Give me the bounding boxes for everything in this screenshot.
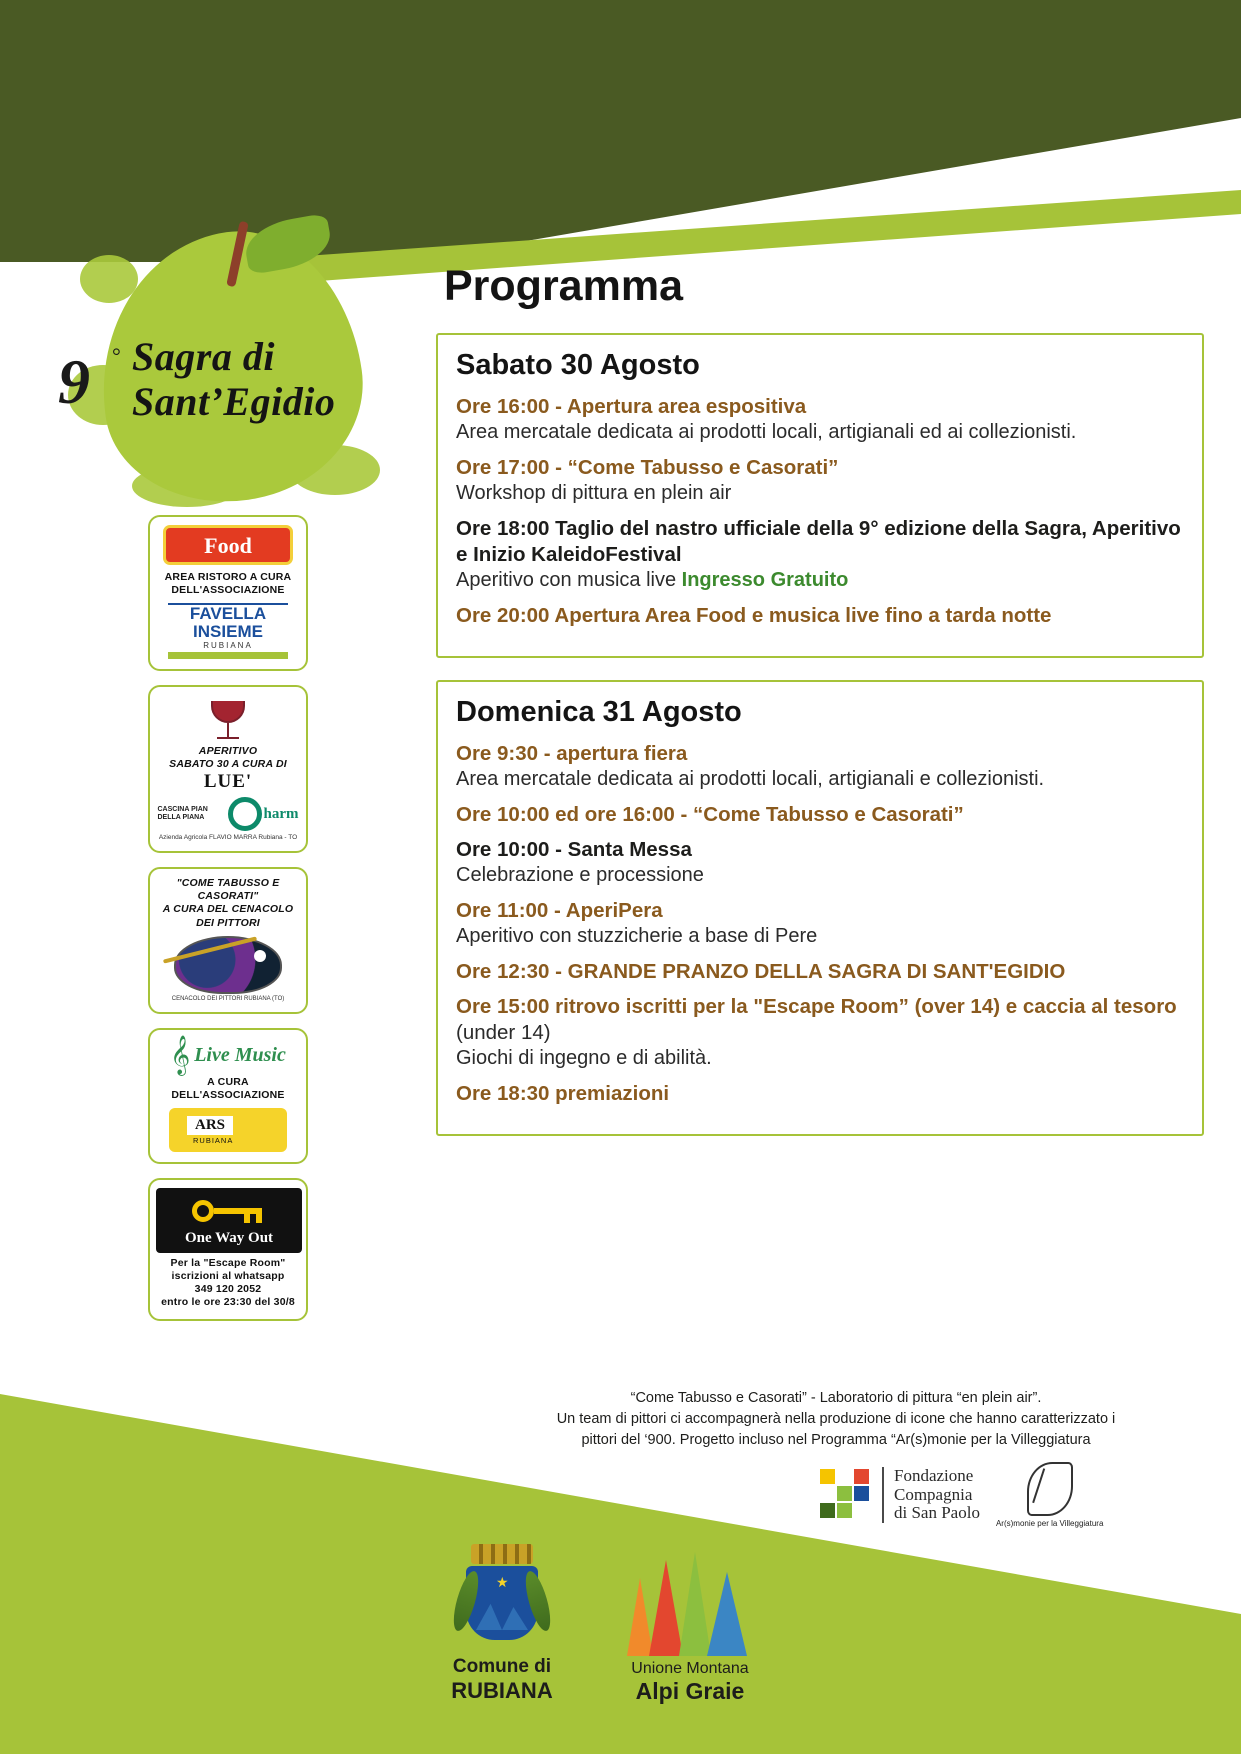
footnote (466, 1388, 1206, 1451)
pear-leaf-icon (241, 213, 334, 275)
schedule-item-time-title: Ore 10:00 ed ore 16:00 - “Come Tabusso e Casorati” (456, 802, 964, 826)
favella-line3: RUBIANA (203, 640, 253, 650)
fondazione-squares-icon (820, 1469, 872, 1521)
sponsor-caption-line2: DELL'ASSOCIAZIONE (171, 584, 285, 597)
mountain-icon (476, 1598, 528, 1630)
escape-room-line2: iscrizioni al whatsapp (171, 1270, 285, 1283)
sponsor-caption-line4: DEI PITTORI (196, 916, 260, 929)
schedule-item-highlight: Ingresso Gratuito (681, 569, 849, 592)
sagra-logo-text (132, 335, 335, 425)
sponsor-caption (156, 877, 300, 930)
ars-logo-sub: RUBIANA (193, 1135, 234, 1145)
comune-coat-of-arms-icon (459, 1544, 545, 1652)
sagra-logo-line2: Sant’Egidio (132, 378, 336, 424)
unione-line1: Unione Montana (631, 1660, 749, 1677)
live-music-logo (156, 1034, 300, 1075)
food-badge: Food (163, 525, 293, 565)
partner-comune-di-rubiana (432, 1544, 572, 1704)
schedule-item-body-wrap (456, 568, 1184, 594)
crown-icon (471, 1544, 533, 1564)
wine-glass-icon (201, 697, 255, 743)
footnote-line1: “Come Tabusso e Casorati” - Laboratorio di pittura “en plein air”. (630, 1390, 1042, 1406)
schedule-item-time-title: Ore 15:00 ritrovo iscritti per la "Escape Room” (over 14) e caccia al tesoro (456, 994, 1177, 1018)
fondazione-line3: di San Paolo (894, 1503, 980, 1523)
cenacolo-logo-caption: CENACOLO DEI PITTORI RUBIANA (TO) (171, 995, 285, 1002)
favella-color-band (168, 652, 288, 659)
schedule-item-time-title-wrap (456, 994, 1184, 1046)
schedule-item (456, 898, 1184, 950)
schedule-item-time-title: Ore 17:00 - “Come Tabusso e Casorati” (456, 455, 839, 479)
escape-room-deadline: entro le ore 23:30 del 30/8 (161, 1296, 295, 1309)
schedule-item (456, 603, 1184, 629)
one-way-out-logo-text: One Way Out (184, 1229, 274, 1246)
mountain-peaks-icon (625, 1548, 755, 1656)
sponsor-box-come-tabusso (148, 867, 308, 1014)
sponsor-caption-line1: A CURA DELL'ASSOCIAZIONE (171, 1075, 285, 1101)
schedule-item-time-title: Ore 18:00 Taglio del nastro ufficiale della 9° edizione della Sagra, Aperitivo e Inizio KaleidoFestival (456, 516, 1181, 566)
sponsor-caption-line2: CASORATI" (197, 890, 259, 903)
leaf-icon (1027, 1462, 1073, 1516)
schedule-item-body: Area mercatale dedicata ai prodotti locali, artigianali ed ai collezionisti. (456, 421, 1077, 444)
schedule-item-time-title: Ore 18:30 premiazioni (456, 1081, 670, 1105)
sponsor-caption-line3: A CURA DEL CENACOLO (162, 903, 294, 916)
schedule-item (456, 994, 1184, 1072)
sponsor-caption-line2: SABATO 30 A CURA DI (169, 758, 287, 771)
schedule-item-body: Giochi di ingegno e di abilità. (456, 1047, 712, 1070)
treble-clef-icon: 𝄞 (170, 1034, 191, 1075)
aperitivo-logos-row (156, 797, 300, 831)
day-card-sunday (436, 680, 1204, 1136)
lue-logo-text: LUE' (203, 771, 253, 793)
fondazione-line1: Fondazione (894, 1465, 974, 1485)
paint-palette-icon (174, 936, 282, 994)
fondazione-line2: Compagnia (894, 1484, 973, 1504)
star-icon: ★ (496, 1574, 509, 1590)
schedule-item (456, 1081, 1184, 1107)
sponsor-caption (156, 745, 300, 771)
escape-room-phone[interactable]: 349 120 2052 (194, 1283, 262, 1296)
day-title: Domenica 31 Agosto (456, 695, 742, 728)
schedule-item-body: Area mercatale dedicata ai prodotti locali, artigianali e collezionisti. (456, 768, 1045, 791)
harm-ring-icon (228, 797, 262, 831)
escape-room-info (156, 1257, 300, 1310)
schedule-item-time-title: Ore 9:30 - apertura fiera (456, 741, 688, 765)
cascina-logo (158, 806, 222, 823)
schedule-item-time-title: Ore 16:00 - Apertura area espositiva (456, 395, 807, 418)
comune-line2: RUBIANA (451, 1678, 553, 1703)
fondazione-name (882, 1467, 980, 1523)
schedule-item-body: Celebrazione e processione (456, 864, 704, 887)
sponsor-caption (156, 571, 300, 597)
schedule-item-time-title: Ore 20:00 Apertura Area Food e musica live fino a tarda notte (456, 603, 1052, 627)
sponsor-box-live-music (148, 1028, 308, 1164)
sponsor-box-escape-room (148, 1178, 308, 1322)
cascina-logo-text: CASCINA PIAN DELLA PIANA (157, 805, 208, 822)
day-card-saturday (436, 333, 1204, 658)
schedule-item-time-title: Ore 10:00 - Santa Messa (456, 838, 692, 862)
schedule-item-body: Workshop di pittura en plein air (456, 482, 732, 505)
schedule-item-time-title-tail: (under 14) (456, 1021, 551, 1045)
day-title: Sabato 30 Agosto (456, 349, 700, 381)
ars-rubiana-logo (169, 1108, 287, 1152)
live-music-logo-text: Live Music (194, 1043, 286, 1066)
left-column (40, 215, 430, 1335)
key-icon (192, 1196, 266, 1226)
schedule-item (456, 516, 1184, 594)
favella-insieme-logo (168, 603, 288, 659)
sagra-logo (40, 215, 430, 515)
favella-line1: FAVELLA (189, 604, 267, 624)
schedule-item-time-title: Ore 12:30 - GRANDE PRANZO DELLA SAGRA DI SANT'EGIDIO (456, 959, 1066, 983)
schedule-item-body: Aperitivo con musica live (456, 569, 682, 592)
edition-degree: ° (112, 343, 121, 368)
edition-number: 9 (58, 346, 90, 417)
one-way-out-logo (156, 1188, 302, 1253)
harm-logo-text: harm (263, 805, 299, 822)
footnote-line2: Un team di pittori ci accompagnerà nella produzione di icone che hanno caratterizzato i (556, 1411, 1116, 1428)
programma-heading: Programma (444, 262, 683, 310)
schedule-item (456, 837, 1184, 889)
partner-arsmonie (996, 1462, 1103, 1528)
escape-room-line1: Per la "Escape Room" (170, 1256, 286, 1269)
partner-unione-montana-alpi-graie (590, 1548, 790, 1705)
paint-brush-icon (163, 936, 257, 963)
sponsor-box-aperitivo (148, 685, 308, 853)
schedule-item (456, 741, 1184, 793)
schedule-item-body: Aperitivo con stuzzicherie a base di Pere (456, 925, 818, 948)
comune-line1: Comune di (452, 1656, 552, 1677)
palette-thumb-hole (254, 950, 266, 962)
programma-section (436, 262, 1204, 1158)
footnote-line3: pittori del ‘900. Progetto incluso nel Programma “Ar(s)monie per la Villeggiatura (581, 1432, 1091, 1449)
ars-logo-text: ARS (187, 1116, 233, 1135)
sponsor-caption-line1: "COME TABUSSO E (176, 877, 280, 890)
sponsor-box-food-area (148, 515, 308, 671)
unione-line2: Alpi Graie (635, 1678, 745, 1704)
schedule-item (456, 394, 1184, 446)
arsmonie-caption: Ar(s)monie per la Villeggiatura (995, 1519, 1104, 1528)
sponsor-caption-line1: APERITIVO (198, 744, 258, 757)
favella-line2: INSIEME (193, 622, 263, 642)
schedule-item (456, 455, 1184, 507)
sagra-logo-line1: Sagra di (132, 334, 275, 379)
sponsor-caption-line1: AREA RISTORO A CURA (164, 571, 292, 583)
harm-logo (228, 797, 299, 831)
schedule-item (456, 959, 1184, 985)
partner-fondazione-compagnia-di-san-paolo (820, 1462, 1130, 1528)
schedule-item (456, 802, 1184, 828)
aperitivo-logo-note: Azienda Agricola FLAVIO MARRA Rubiana - TO (158, 834, 298, 842)
schedule-item-time-title: Ore 11:00 - AperiPera (456, 898, 663, 922)
